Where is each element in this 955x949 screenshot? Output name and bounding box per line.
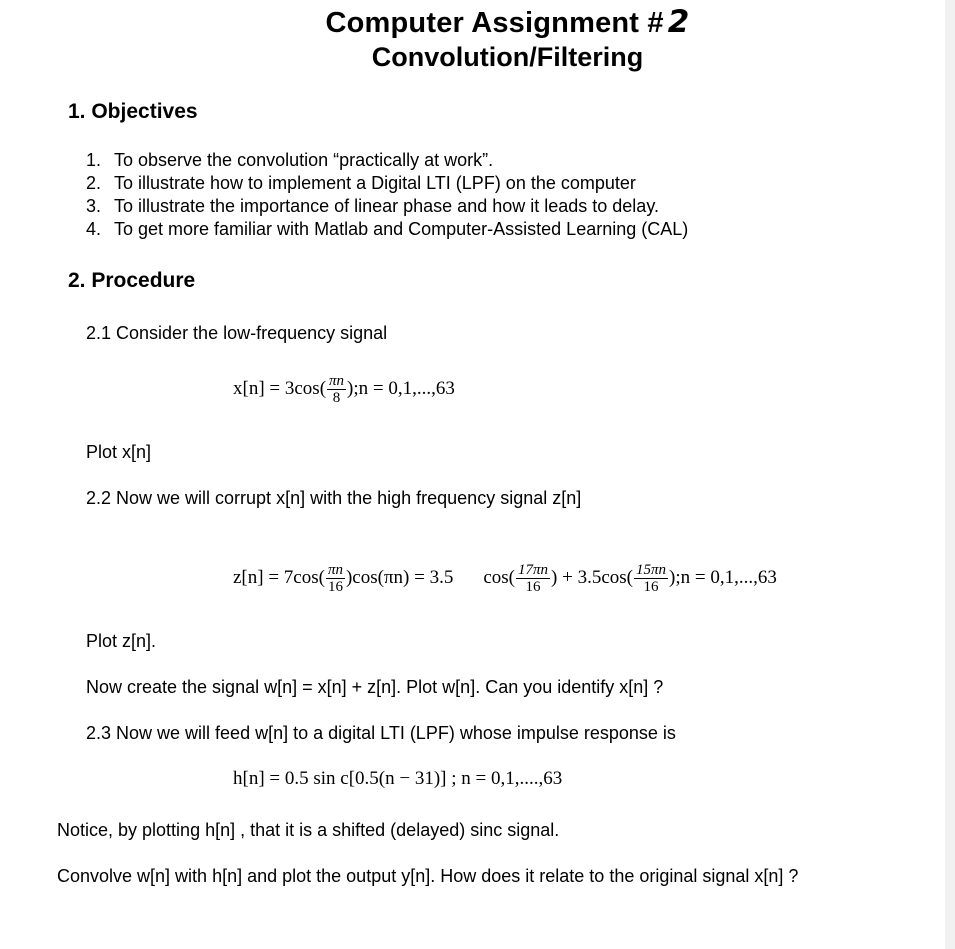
page-title [0, 4, 955, 40]
section-2-3-intro: 2.3 Now we will feed w[n] to a digital LTI (LPF) whose impulse response is [86, 723, 676, 743]
title-text: Computer Assignment # [325, 7, 664, 39]
plot-x-instruction: Plot x[n] [86, 442, 152, 462]
list-item: 3. To illustrate the importance of linear phase and how it leads to delay. [86, 196, 659, 216]
procedure-heading: 2. Procedure [68, 269, 196, 292]
page-edge [945, 0, 955, 949]
section-2-2-intro: 2.2 Now we will corrupt x[n] with the high frequency signal z[n] [86, 488, 582, 508]
plot-z-instruction: Plot z[n]. [86, 631, 157, 651]
list-item: 2. To illustrate how to implement a Digital LTI (LPF) on the computer [86, 173, 636, 193]
convolve-instruction: Convolve w[n] with h[n] and plot the output y[n]. How does it relate to the original signal x[n] ? [57, 866, 799, 886]
objectives-list [86, 149, 688, 241]
fraction: $\frac{15\pi n}{16}$ [635, 562, 666, 595]
equation-z: z[n] = 7cos( $\frac{\pi n}{16}$ )cos(πn) = 3.5 cos( $\frac{17\pi n}{16}$ ) + 3.5cos( $\frac{15\pi n}{16}$ );n = 0,1,...,63 [233, 562, 777, 595]
fraction: $\frac{17\pi n}{16}$ [518, 562, 549, 595]
title-number: 2 [667, 4, 690, 40]
create-w-instruction: Now create the signal w[n] = x[n] + z[n]. Plot w[n]. Can you identify x[n] ? [86, 677, 664, 697]
list-item: 4. To get more familiar with Matlab and Computer-Assisted Learning (CAL) [86, 219, 689, 239]
list-item: 1. To observe the convolution “practically at work”. [86, 150, 494, 170]
objectives-heading: 1. Objectives [68, 100, 198, 123]
equation-h: h[n] = 0.5 sin c[0.5(n − 31)] ; n = 0,1,....,63 [233, 768, 563, 789]
section-2-1-intro: 2.1 Consider the low-frequency signal [86, 323, 388, 343]
fraction: $\frac{\pi n}{8}$ [329, 373, 345, 406]
page-subtitle: Convolution/Filtering [371, 42, 644, 72]
notice-text: Notice, by plotting h[n] , that it is a shifted (delayed) sinc signal. [57, 820, 560, 840]
fraction: $\frac{\pi n}{16}$ [327, 562, 343, 595]
equation-x: x[n] = 3cos( $\frac{\pi n}{8}$ );n = 0,1,...,63 [233, 373, 455, 406]
